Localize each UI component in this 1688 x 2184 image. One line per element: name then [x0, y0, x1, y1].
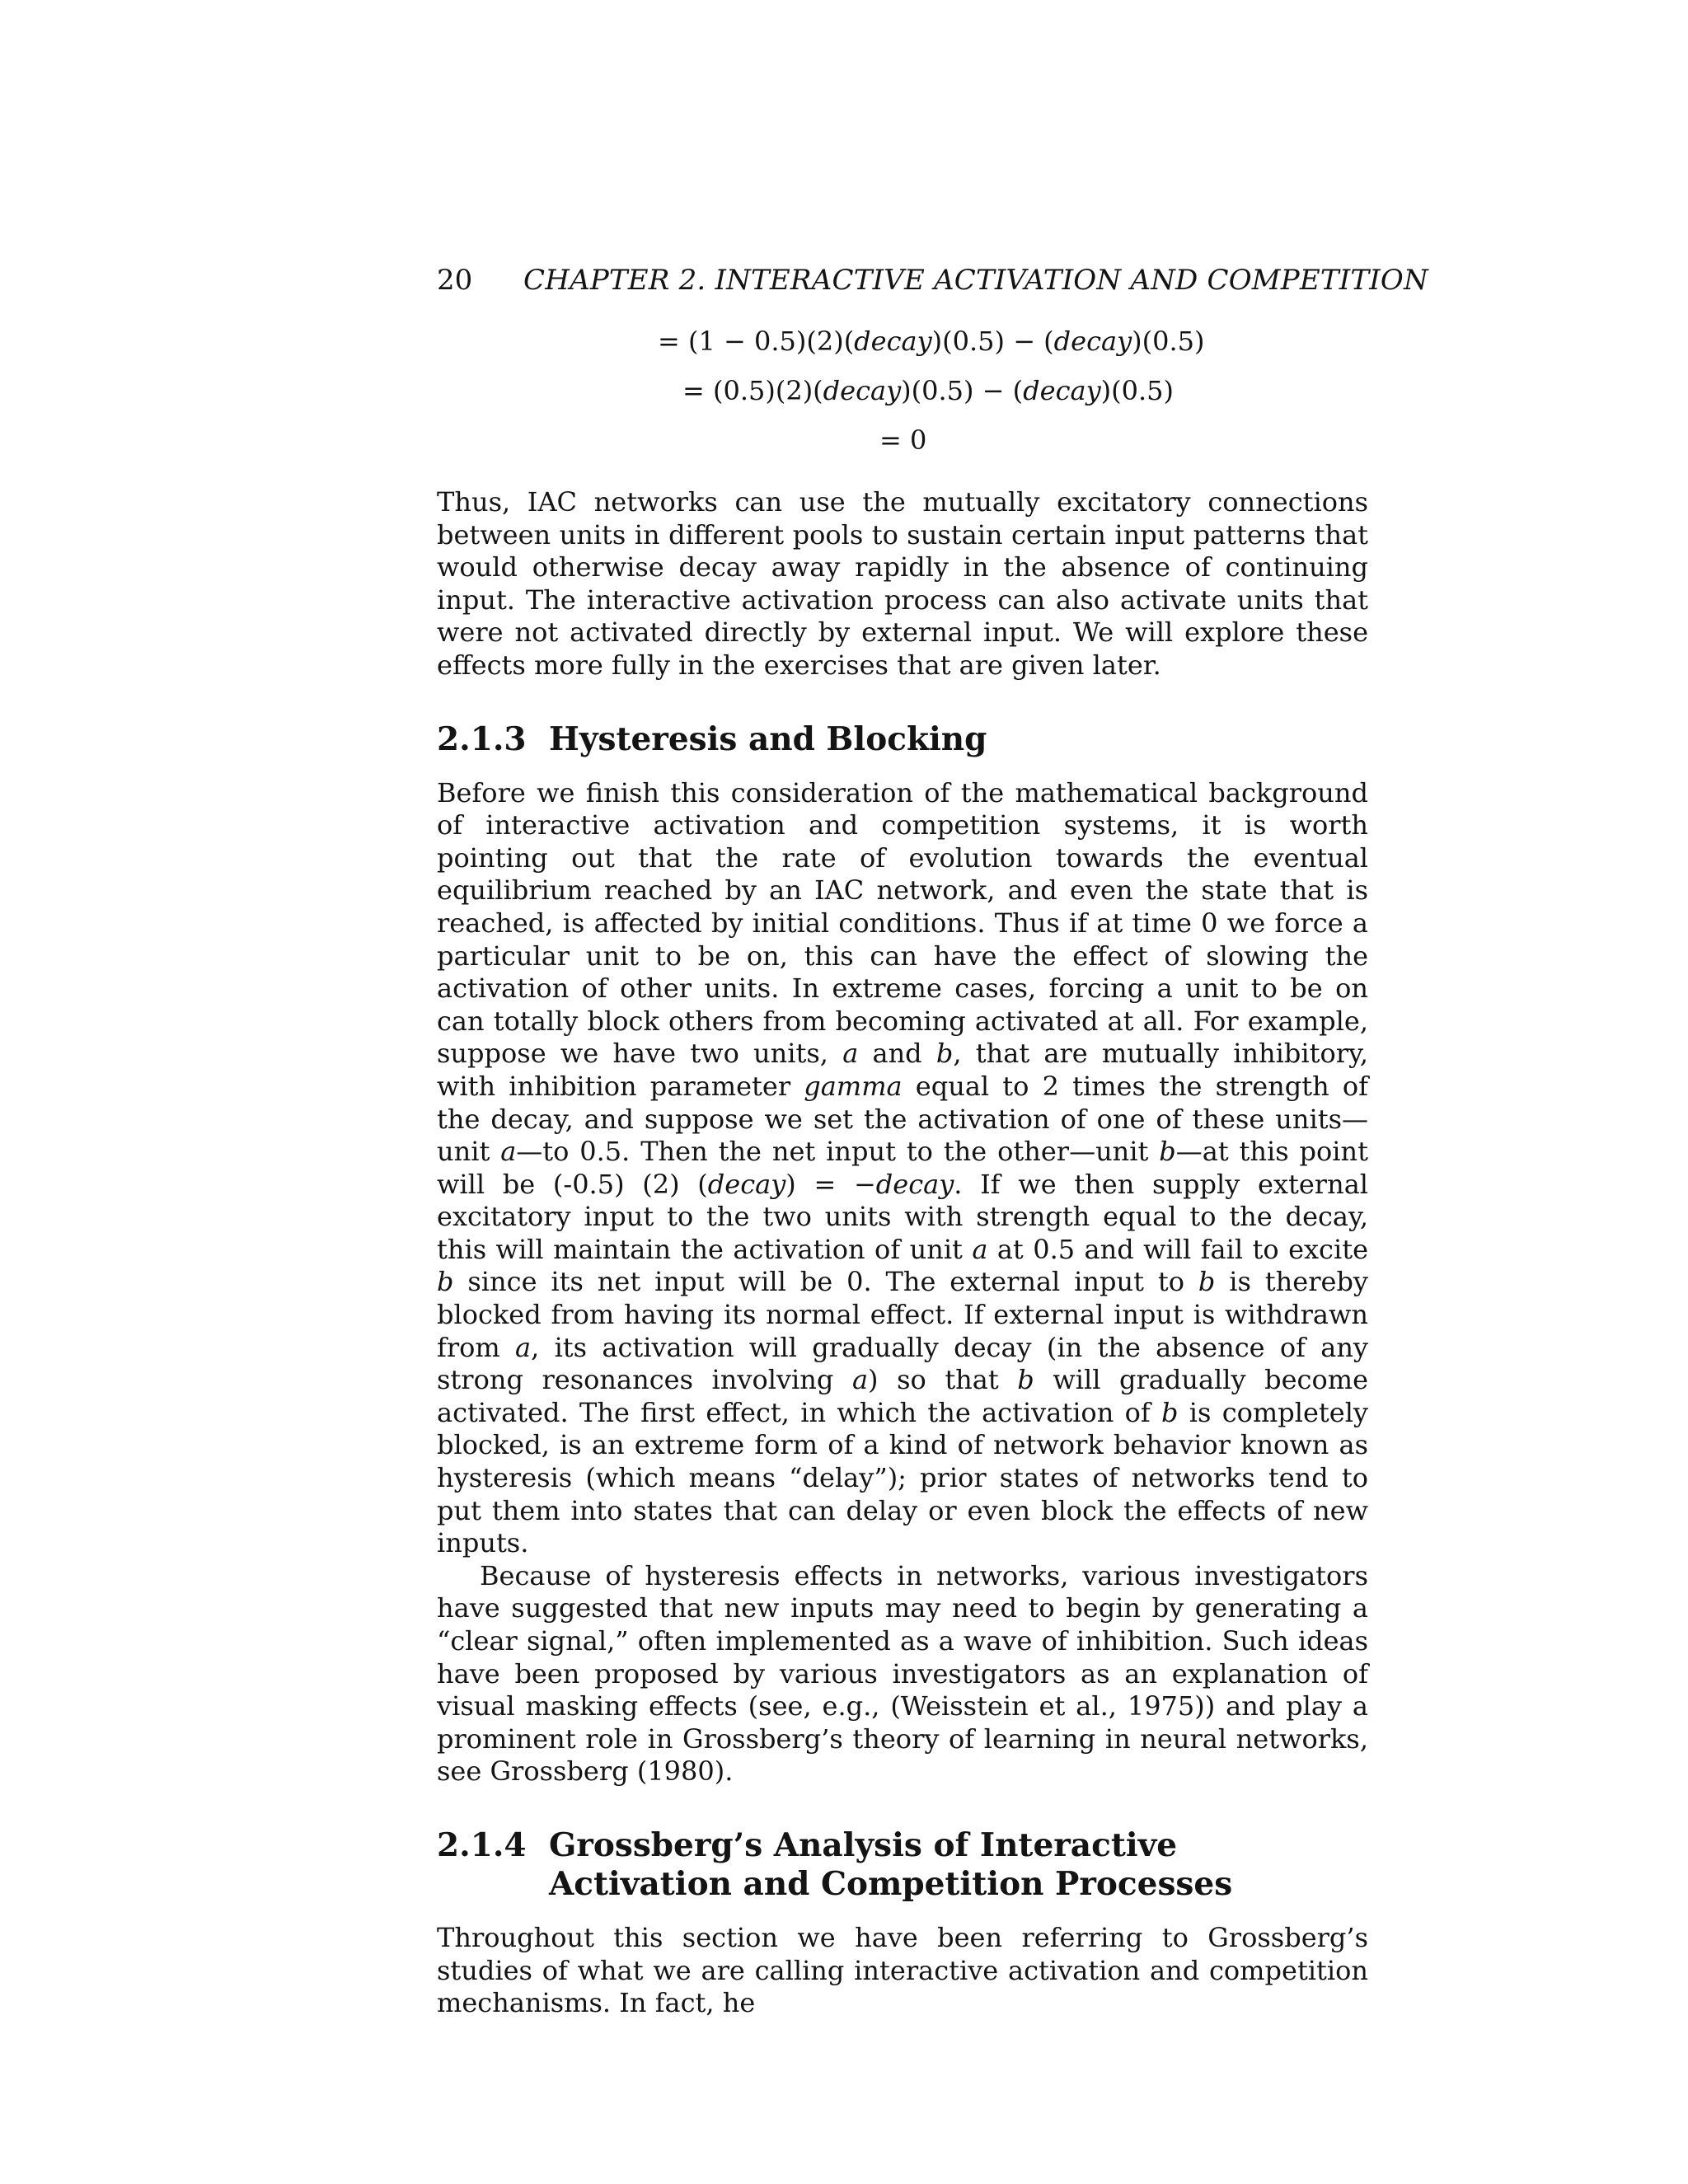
section-heading-2-1-3: [437, 720, 1368, 759]
page-number: 20: [437, 264, 473, 297]
section-title: Hysteresis and Blocking: [549, 719, 987, 758]
chapter-title: CHAPTER 2. INTERACTIVE ACTIVATION AND COMPETITION: [523, 264, 1428, 297]
intro-paragraph: Thus, IAC networks can use the mutually excitatory connections between units in different pools to sustain certain input patterns that would otherwise decay away rapidly in the absence of continuing input. The interactive activation process can also activate units that were not activated directly by external input. We will explore these effects more fully in the exercises that are given later.: [437, 486, 1368, 681]
page: [437, 247, 1428, 2020]
section-title: Grossberg’s Analysis of Interactive Activation and Competition Processes: [549, 1825, 1233, 1903]
running-head: [437, 247, 1428, 313]
section-heading-2-1-4: [437, 1826, 1368, 1904]
grossberg-paragraph-1: Throughout this section we have been referring to Grossberg’s studies of what we are calling interactive activation and competition mechanisms. In fact, he: [437, 1921, 1368, 2019]
hysteresis-paragraph-2: Because of hysteresis effects in networks, various investigators have suggested that new inputs may need to begin by generating a “clear signal,” often implemented as a wave of inhibition. Such ideas have been proposed by various investigators as an explanation of visual masking effects (see, e.g., (Weisstein et al., 1975)) and play a prominent role in Grossberg’s theory of learning in neural networks, see Grossberg (1980).: [437, 1559, 1368, 1788]
section-number: 2.1.4: [437, 1825, 527, 1864]
equation-line-3: = 0: [879, 424, 927, 456]
equation-block: [437, 321, 1368, 486]
hysteresis-paragraph-1: Before we finish this consideration of the mathematical background of interactive activation and competition systems, it is worth pointing out that the rate of evolution towards the eventual equilibrium reached by an IAC network, and even the state that is reached, is affected by initial conditions. Thus if at time 0 we force a particular unit to be on, this can have the effect of slowing the activation of other units. In extreme cases, forcing a unit to be on can totally block others from becoming activated at all. For example, suppose we have two units, a and b, that are mutually inhibitory, with inhibition parameter gamma equal to 2 times the strength of the decay, and suppose we set the activation of one of these units—unit a—to 0.5. Then the net input to the other—unit b—at this point will be (-0.5) (2) (decay) = −decay. If we then supply external excitatory input to the two units with strength equal to the decay, this will maintain the activation of unit a at 0.5 and will fail to excite b since its net input will be 0. The external input to b is thereby blocked from having its normal effect. If external input is withdrawn from a, its activation will gradually decay (in the absence of any strong resonances involving a) so that b will gradually become activated. The first effect, in which the activation of b is completely blocked, is an extreme form of a kind of network behavior known as hysteresis (which means “delay”); prior states of networks tend to put them into states that can delay or even block the effects of new inputs.: [437, 776, 1369, 1559]
equation-line-2: = (0.5)(2)(decay)(0.5) − (decay)(0.5): [682, 375, 1174, 406]
equation-line-1: = (1 − 0.5)(2)(decay)(0.5) − (decay)(0.5): [658, 326, 1205, 357]
section-number: 2.1.3: [437, 719, 527, 758]
